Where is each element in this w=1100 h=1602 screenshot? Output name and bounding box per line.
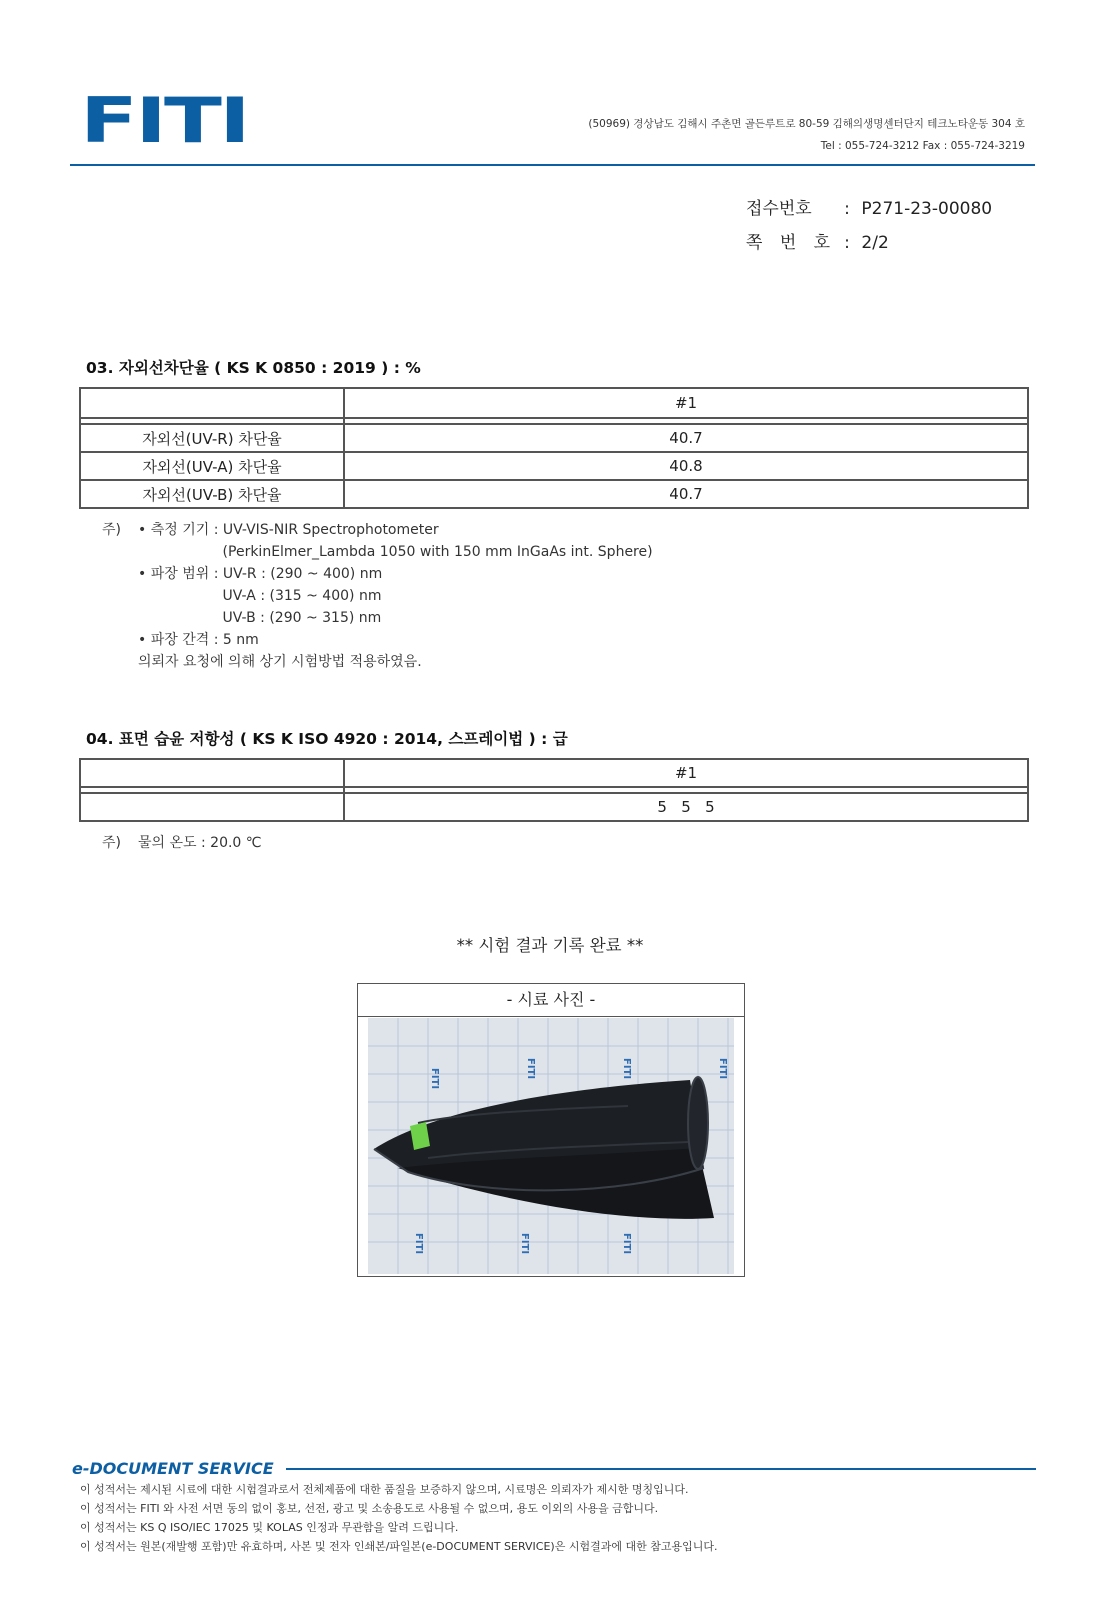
uv-row-value: 40.8 [344, 452, 1028, 480]
disclaimer-line: 이 성적서는 KS Q ISO/IEC 17025 및 KOLAS 인정과 무관함을 알려 드립니다. [80, 1521, 459, 1534]
section4-note-prefix: 주) [102, 835, 121, 851]
uv-table-corner [80, 388, 344, 418]
uv-row-value: 40.7 [344, 424, 1028, 452]
uv-table-col-header: #1 [344, 388, 1028, 418]
note-line: • 파장 범위 : UV-R : (290 ~ 400) nm [138, 566, 383, 582]
wetting-table-col-header: #1 [344, 759, 1028, 787]
section3-note-prefix: 주) [102, 522, 121, 538]
disclaimer-line: 이 성적서는 원본(재발행 포함)만 유효하며, 사본 및 전자 인쇄본/파일본(e-DOCUMENT SERVICE)은 시험결과에 대한 참고용입니다. [80, 1540, 718, 1553]
svg-text:FITI: FITI [429, 1068, 440, 1090]
receipt-number [746, 194, 992, 219]
table-row [80, 452, 1028, 480]
svg-text:FITI: FITI [621, 1233, 632, 1255]
uv-row-label: 자외선(UV-A) 차단율 [80, 452, 344, 480]
photo-caption: - 시료 사진 - [358, 984, 744, 1017]
page-sep: : [844, 233, 850, 253]
header-divider [70, 164, 1035, 166]
uv-row-label: 자외선(UV-B) 차단율 [80, 480, 344, 508]
section3-title: 03. 자외선차단율 ( KS K 0850 : 2019 ) : % [86, 359, 421, 377]
fiti-logo [80, 84, 250, 154]
note-line: • 파장 간격 : 5 nm [138, 632, 259, 648]
note-line: 의뢰자 요청에 의해 상기 시험방법 적용하였음. [138, 654, 422, 670]
uv-row-value: 40.7 [344, 480, 1028, 508]
header-tel-fax: Tel : 055-724-3212 Fax : 055-724-3219 [820, 140, 1025, 152]
svg-text:FITI: FITI [519, 1233, 530, 1255]
header-address: (50969) 경상남도 김해시 주촌면 골든루트로 80-59 김해의생명센터단지 테크노타운동 304 호 [588, 118, 1025, 130]
svg-text:FITI: FITI [717, 1058, 728, 1080]
logo-text: FITI [80, 84, 248, 154]
receipt-number-label: 접수번호 [746, 199, 812, 219]
section3-notes [138, 519, 653, 673]
receipt-sep: : [844, 199, 850, 219]
svg-text:FITI: FITI [413, 1233, 424, 1255]
note-line: UV-B : (290 ~ 315) nm [138, 610, 382, 626]
uv-table [79, 387, 1029, 509]
table-row [80, 480, 1028, 508]
completion-text: ** 시험 결과 기록 완료 ** [456, 936, 644, 955]
footer-divider [286, 1468, 1036, 1470]
receipt-number-value: P271-23-00080 [861, 199, 993, 219]
svg-text:FITI: FITI [525, 1058, 536, 1080]
disclaimer-line: 이 성적서는 FITI 와 사전 서면 동의 없이 홍보, 선전, 광고 및 소송용도로 사용될 수 없으며, 용도 이외의 사용을 금합니다. [80, 1502, 659, 1515]
svg-text:FITI: FITI [621, 1058, 632, 1080]
sample-photo-box [357, 983, 745, 1277]
note-line: (PerkinElmer_Lambda 1050 with 150 mm InGaAs int. Sphere) [138, 544, 653, 560]
note-line: • 측정 기기 : UV-VIS-NIR Spectrophotometer [138, 522, 439, 538]
uv-row-label: 자외선(UV-R) 차단율 [80, 424, 344, 452]
page-number-label: 쪽 번 호 [746, 233, 837, 253]
sample-photo [368, 1018, 734, 1274]
wetting-table [79, 758, 1029, 822]
page-number [746, 228, 889, 253]
wetting-table-corner [80, 759, 344, 787]
e-document-service-label: e-DOCUMENT SERVICE [72, 1459, 274, 1478]
table-row [80, 424, 1028, 452]
wetting-row-value: 5 5 5 [344, 793, 1028, 821]
uv-table-header [80, 388, 1028, 418]
note-line: UV-A : (315 ~ 400) nm [138, 588, 382, 604]
section4-title: 04. 표면 습윤 저항성 ( KS K ISO 4920 : 2014, 스프레이법 ) : 급 [86, 730, 568, 748]
wetting-table-header [80, 759, 1028, 787]
page-number-value: 2/2 [861, 233, 889, 253]
disclaimer-line: 이 성적서는 제시된 시료에 대한 시험결과로서 전체제품에 대한 품질을 보증하지 않으며, 시료명은 의뢰자가 제시한 명칭입니다. [80, 1483, 689, 1496]
table-row [80, 793, 1028, 821]
section4-note: 물의 온도 : 20.0 ℃ [138, 835, 262, 851]
wetting-row-label [80, 793, 344, 821]
